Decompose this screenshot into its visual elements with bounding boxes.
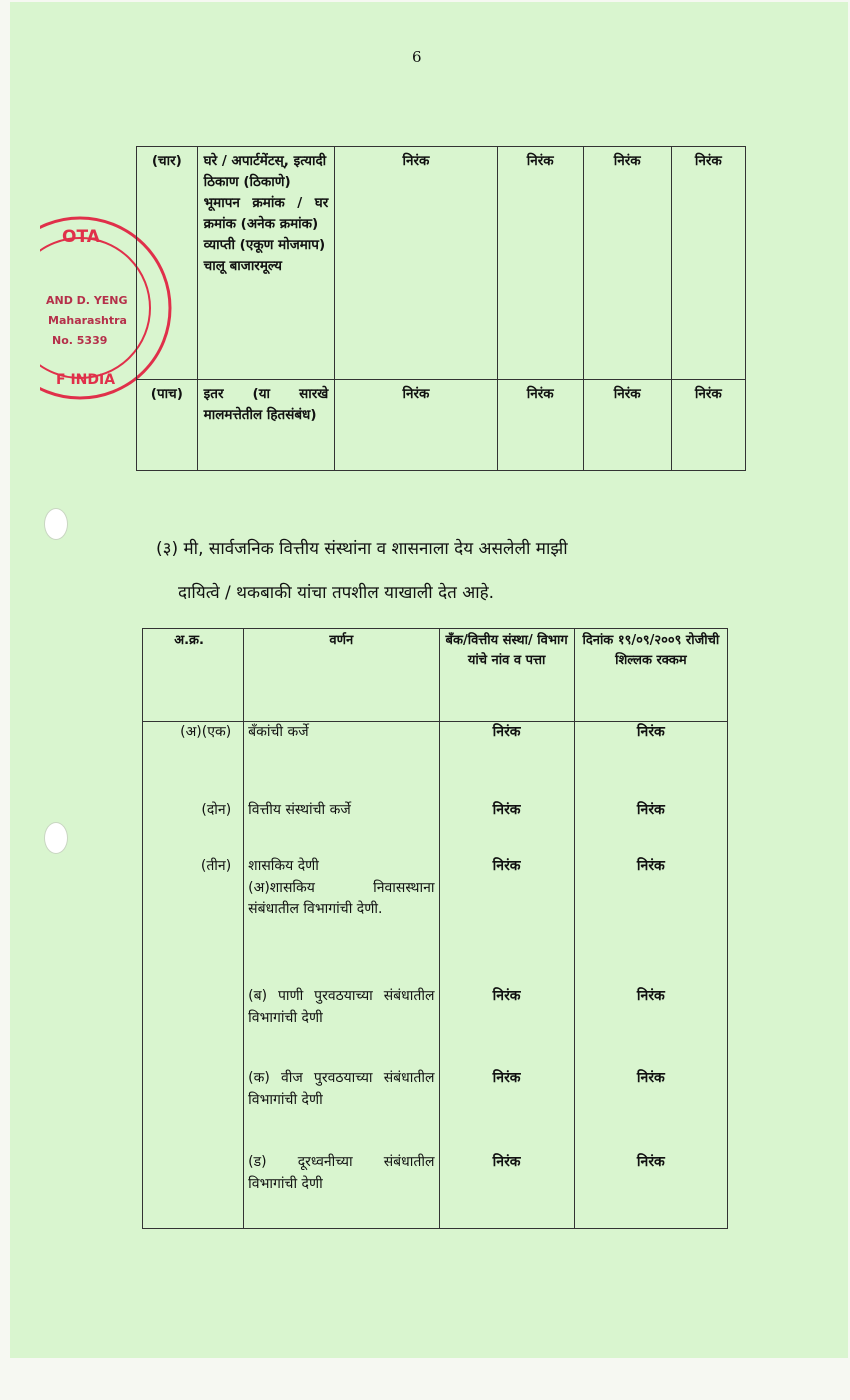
header-bank: बँक/वित्तीय संस्था/ विभाग यांचे नांव व पत्ता bbox=[439, 629, 574, 722]
table-row bbox=[143, 1152, 728, 1229]
stamp-text-state: Maharashtra bbox=[48, 314, 127, 327]
cell-bank: निरंक bbox=[439, 986, 574, 1068]
row-number: (चार) bbox=[137, 147, 198, 380]
row-number bbox=[143, 986, 244, 1068]
cell-bank: निरंक bbox=[439, 800, 574, 856]
stamp-text-top: OTA bbox=[62, 227, 100, 247]
row-number: (अ)(एक) bbox=[143, 722, 244, 801]
row-description: शासकिय देणी (अ)शासकिय निवासस्थाना संबंधातील विभागांची देणी. bbox=[244, 856, 439, 986]
cell-bank: निरंक bbox=[439, 722, 574, 801]
row-description: इतर (या सारखे मालमत्तेतील हितसंबंध) bbox=[197, 380, 335, 471]
table-row bbox=[137, 147, 746, 380]
row-description: वित्तीय संस्थांची कर्जे bbox=[244, 800, 439, 856]
cell-amount: निरंक bbox=[574, 986, 727, 1068]
cell-value: निरंक bbox=[335, 380, 497, 471]
header-amount: दिनांक १९/०९/२००९ रोजीची शिल्लक रक्कम bbox=[574, 629, 727, 722]
cell-bank: निरंक bbox=[439, 1152, 574, 1229]
cell-value: निरंक bbox=[671, 380, 745, 471]
liabilities-table bbox=[142, 628, 728, 1229]
table-row bbox=[143, 1068, 728, 1152]
cell-amount: निरंक bbox=[574, 1068, 727, 1152]
cell-bank: निरंक bbox=[439, 1068, 574, 1152]
cell-amount: निरंक bbox=[574, 800, 727, 856]
table-row bbox=[143, 722, 728, 801]
row-number: (तीन) bbox=[143, 856, 244, 986]
punch-hole bbox=[44, 508, 68, 540]
row-description: (ब) पाणी पुरवठयाच्या संबंधातील विभागांची देणी bbox=[244, 986, 439, 1068]
section-3-line-1: (३) मी, सार्वजनिक वित्तीय संस्थांना व शासनाला देय असलेली माझी bbox=[156, 539, 568, 559]
row-description: (क) वीज पुरवठयाच्या संबंधातील विभागांची देणी bbox=[244, 1068, 439, 1152]
cell-amount: निरंक bbox=[574, 1152, 727, 1229]
stamp-text-number: No. 5339 bbox=[52, 334, 108, 347]
table-header-row bbox=[143, 629, 728, 722]
cell-value: निरंक bbox=[497, 147, 583, 380]
stamp-text-name: AND D. YENG bbox=[46, 294, 128, 307]
cell-bank: निरंक bbox=[439, 856, 574, 986]
row-description: (ड) दूरध्वनीच्या संबंधातील विभागांची देणी bbox=[244, 1152, 439, 1229]
cell-value: निरंक bbox=[671, 147, 745, 380]
section-3-line-2: दायित्वे / थकबाकी यांचा तपशील याखाली देत आहे. bbox=[178, 583, 495, 603]
header-serial: अ.क्र. bbox=[143, 629, 244, 722]
table-row bbox=[137, 380, 746, 471]
cell-value: निरंक bbox=[335, 147, 497, 380]
row-description: बँकांची कर्जे bbox=[244, 722, 439, 801]
stamp-text-bottom: F INDIA bbox=[56, 372, 116, 388]
cell-amount: निरंक bbox=[574, 722, 727, 801]
table-row bbox=[143, 986, 728, 1068]
row-number: (दोन) bbox=[143, 800, 244, 856]
header-description: वर्णन bbox=[244, 629, 439, 722]
page-number: 6 bbox=[412, 48, 422, 66]
punch-hole bbox=[44, 822, 68, 854]
table-row bbox=[143, 800, 728, 856]
row-number: (पाच) bbox=[137, 380, 198, 471]
cell-amount: निरंक bbox=[574, 856, 727, 986]
row-description: घरे / अपार्टमेंटस्, इत्यादी ठिकाण (ठिकाणे) भूमापन क्रमांक / घर क्रमांक (अनेक क्रमांक) व्याप्ती (एकूण मोजमाप) चालू बाजारमूल्य bbox=[197, 147, 335, 380]
cell-value: निरंक bbox=[583, 380, 671, 471]
assets-table bbox=[136, 146, 746, 471]
table-row bbox=[143, 856, 728, 986]
row-number bbox=[143, 1068, 244, 1152]
cell-value: निरंक bbox=[497, 380, 583, 471]
row-number bbox=[143, 1152, 244, 1229]
cell-value: निरंक bbox=[583, 147, 671, 380]
